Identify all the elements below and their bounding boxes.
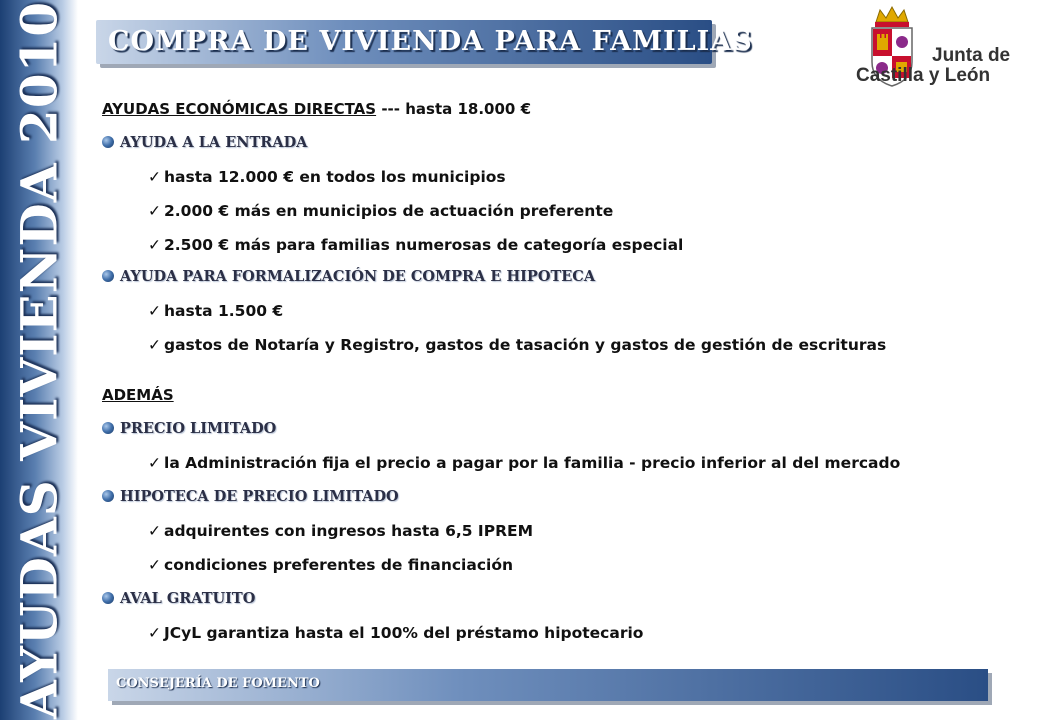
- page-title: COMPRA DE VIVIENDA PARA FAMILIAS: [108, 26, 753, 57]
- heading-direct-aid: [102, 100, 531, 118]
- list-item: [148, 168, 506, 186]
- bullet-icon: [102, 270, 114, 282]
- checkmark-icon: ✓: [148, 168, 161, 186]
- title-bar: [96, 20, 753, 64]
- list-item-text: 2.000 € más en municipios de actuación preferente: [164, 202, 614, 220]
- checkmark-icon: ✓: [148, 624, 161, 642]
- bullet-icon: [102, 136, 114, 148]
- list-item: [148, 336, 886, 354]
- side-band: [0, 0, 78, 720]
- bullet-icon: [102, 592, 114, 604]
- logo-text: [856, 45, 1011, 86]
- list-item-text: adquirentes con ingresos hasta 6,5 IPREM: [164, 522, 534, 540]
- section-title: AYUDA A LA ENTRADA: [120, 134, 308, 151]
- section-title: AVAL GRATUITO: [120, 590, 256, 607]
- list-item: [148, 454, 900, 472]
- list-item: [148, 624, 643, 642]
- section-formalization-aid: [102, 268, 595, 285]
- list-item: [148, 522, 533, 540]
- checkmark-icon: ✓: [148, 236, 161, 254]
- checkmark-icon: ✓: [148, 302, 161, 320]
- bullet-icon: [102, 422, 114, 434]
- list-item: [148, 556, 513, 574]
- list-item-text: hasta 1.500 €: [164, 302, 284, 320]
- section-title: HIPOTECA DE PRECIO LIMITADO: [120, 488, 399, 505]
- list-item: [148, 236, 683, 254]
- heading-direct-aid-label: AYUDAS ECONÓMICAS DIRECTAS: [102, 100, 377, 118]
- section-limited-price: [102, 420, 276, 437]
- heading-additionally: [102, 386, 174, 404]
- heading-additionally-label: ADEMÁS: [102, 386, 174, 404]
- checkmark-icon: ✓: [148, 522, 161, 540]
- checkmark-icon: ✓: [148, 336, 161, 354]
- list-item: [148, 202, 613, 220]
- heading-direct-aid-suffix: --- hasta 18.000 €: [376, 100, 532, 118]
- side-title: AYUDAS VIVIENDA 2010: [9, 0, 69, 720]
- list-item-text: gastos de Notaría y Registro, gastos de tasación y gastos de gestión de escrituras: [164, 336, 887, 354]
- list-item-text: JCyL garantiza hasta el 100% del préstamo hipotecario: [164, 624, 644, 642]
- list-item-text: hasta 12.000 € en todos los municipios: [164, 168, 506, 186]
- logo-line2: Castilla y León: [856, 65, 991, 86]
- junta-logo: [848, 4, 1018, 96]
- checkmark-icon: ✓: [148, 454, 161, 472]
- section-title: AYUDA PARA FORMALIZACIÓN DE COMPRA E HIPOTECA: [120, 268, 596, 285]
- list-item-text: condiciones preferentes de financiación: [164, 556, 514, 574]
- list-item: [148, 302, 283, 320]
- bullet-icon: [102, 490, 114, 502]
- footer-bar: [108, 669, 988, 701]
- section-entry-aid: [102, 134, 307, 151]
- section-title: PRECIO LIMITADO: [120, 420, 277, 437]
- logo-line1: Junta de: [932, 45, 1011, 66]
- section-limited-price-mortgage: [102, 488, 399, 505]
- list-item-text: la Administración fija el precio a pagar por la familia - precio inferior al del mercado: [164, 454, 901, 472]
- checkmark-icon: ✓: [148, 556, 161, 574]
- list-item-text: 2.500 € más para familias numerosas de categoría especial: [164, 236, 684, 254]
- section-free-guarantee: [102, 590, 255, 607]
- footer-text: CONSEJERÍA DE FOMENTO: [116, 676, 320, 691]
- checkmark-icon: ✓: [148, 202, 161, 220]
